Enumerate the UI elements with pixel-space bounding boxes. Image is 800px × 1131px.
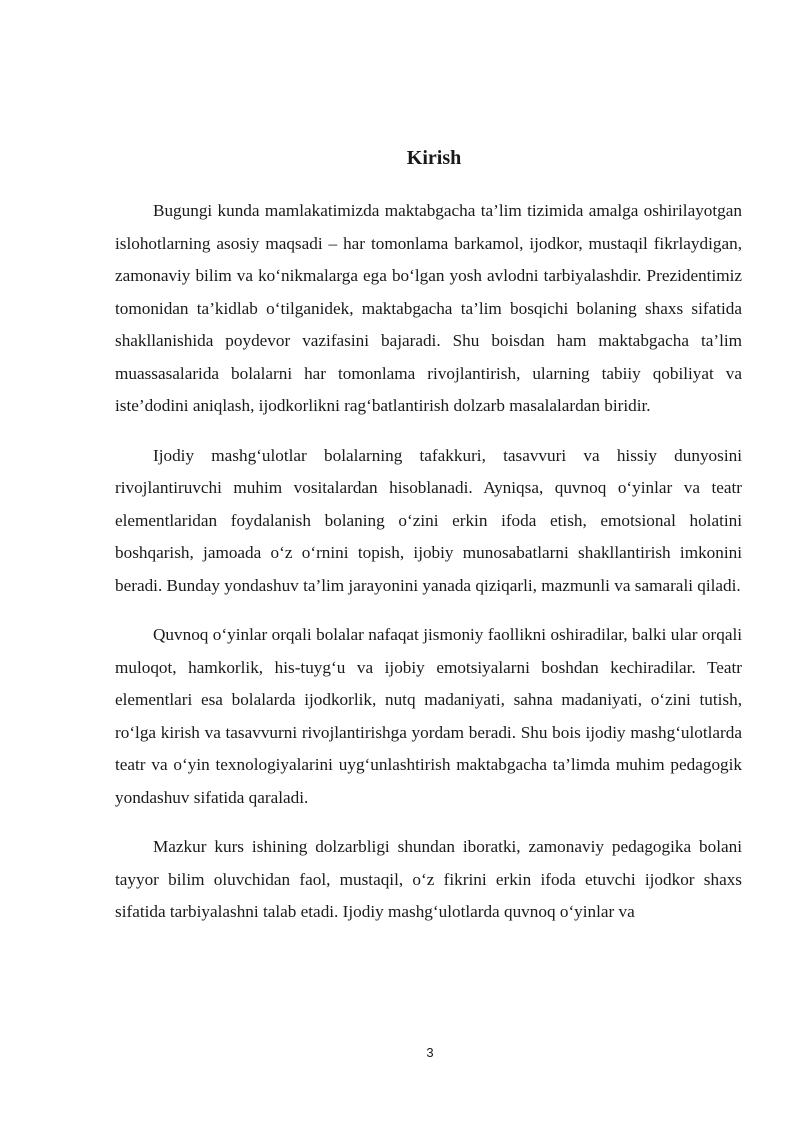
body-text [115,195,742,946]
page-number: 3 [426,1045,434,1060]
paragraph-2: Ijodiy mashg‘ulotlar bolalarning tafakkuri, tasavvuri va hissiy dunyosini rivojlantiruvchi muhim vositalardan hisoblanadi. Ayniqsa, quvnoq o‘yinlar va teatr elementlaridan foydalanish bolaning o‘zini erkin ifoda etish, emotsional holatini boshqarish, jamoada o‘z o‘rnini topish, ijobiy munosabatlarni shakllantirish imkonini beradi. Bunday yondashuv ta’lim jarayonini yanada qiziqarli, mazmunli va samarali qiladi. [115,445,742,595]
paragraph-1: Bugungi kunda mamlakatimizda maktabgacha ta’lim tizimida amalga oshirilayotgan islohotlarning asosiy maqsadi – har tomonlama barkamol, ijodkor, mustaqil fikrlaydigan, zamonaviy bilim va ko‘nikmalarga ega bo‘lgan yosh avlodni tarbiyalashdir. Prezidentimiz tomonidan ta’kidlab o‘tilganidek, maktabgacha ta’lim bosqichi bolaning shaxs sifatida shakllanishida poydevor vazifasini bajaradi. Shu boisdan ham maktabgacha ta’lim muassasalarida bolalarni har tomonlama rivojlantirish, ularning tabiiy qobiliyat va iste’dodini aniqlash, ijodkorlikni rag‘batlantirish dolzarb masalalardan biridir. [115,201,742,415]
paragraph-4: Mazkur kurs ishining dolzarbligi shundan iboratki, zamonaviy pedagogika bolani tayyor bilim oluvchidan faol, mustaqil, o‘z fikrini erkin ifoda etuvchi ijodkor shaxs sifatida tarbiyalashni talab etadi. Ijodiy mashg‘ulotlarda quvnoq o‘yinlar va [115,837,742,921]
page-title: Kirish [406,147,462,169]
paragraph-3: Quvnoq o‘yinlar orqali bolalar nafaqat jismoniy faollikni oshiradilar, balki ular orqali muloqot, hamkorlik, his-tuyg‘u va ijobiy emotsiyalarni boshdan kechiradilar. Teatr elementlari esa bolalarda ijodkorlik, nutq madaniyati, sahna madaniyati, o‘zini tutish, ro‘lga kirish va tasavvurni rivojlantirishga yordam beradi. Shu bois ijodiy mashg‘ulotlarda teatr va o‘yin texnologiyalarini uyg‘unlashtirish maktabgacha ta’limda muhim pedagogik yondashuv sifatida qaraladi. [115,625,742,807]
